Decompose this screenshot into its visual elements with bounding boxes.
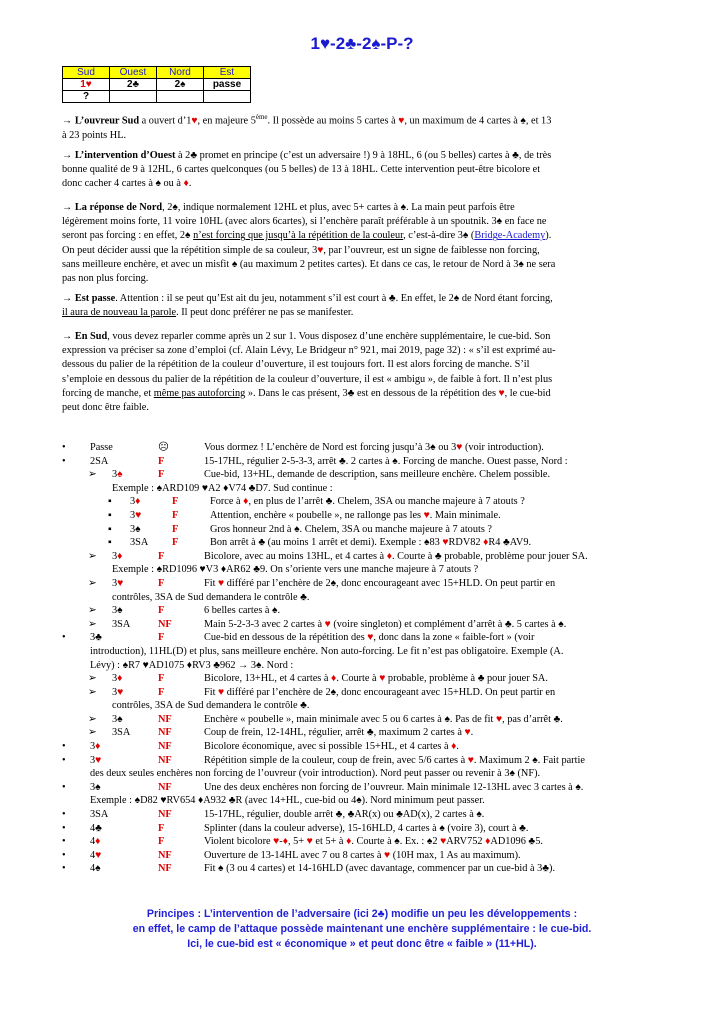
list-bullet: • — [62, 836, 66, 848]
header-est: Est — [204, 67, 251, 79]
forcing-tag: F — [158, 822, 165, 834]
bid-name — [112, 686, 123, 700]
heart-symbol: ♥ — [317, 244, 324, 256]
para-text: a ouvert d’1 — [139, 115, 192, 127]
para-lead: En Sud — [74, 331, 108, 342]
para-text: donc cacher 4 cartes à ♠ ou à — [62, 178, 184, 190]
forcing-tag: NF — [158, 741, 172, 753]
para-underline: n’est forcing que jusqu’à la répétition de la couleur — [193, 230, 404, 242]
para-text: , par l’ouvreur, est un signe de faiblesse non forcing, — [323, 244, 540, 256]
forcing-tag: F — [158, 673, 165, 685]
bid-description: 15-17HL, régulier 2-5-3-3, arrêt ♣. 2 cartes à ♠. Forcing de manche. Ouest passe, Nord : — [204, 455, 568, 467]
forcing-tag: NF — [158, 618, 172, 630]
bid-name — [112, 468, 123, 482]
bid-level: 4 — [90, 849, 96, 861]
para-sup: ème — [255, 113, 268, 121]
para-text: seront pas forcing : en effet, 2♠ — [62, 230, 194, 242]
bid-description: Coup de frein, 12-14HL, régulier, arrêt ♣, maximum 2 cartes à ♥. — [204, 727, 474, 739]
bid-level: 3 — [112, 686, 118, 698]
para-text: ). — [545, 230, 552, 242]
forcing-tag: NF — [158, 754, 172, 766]
bid-suit: ♥ — [117, 686, 124, 698]
bid-list-item — [60, 631, 670, 645]
forcing-tag: F — [158, 836, 165, 848]
forcing-tag: F — [158, 605, 165, 617]
bid-level: 3SA — [130, 537, 149, 549]
bid-suit: ♦ — [117, 673, 123, 685]
bid-name — [112, 618, 130, 632]
bid-suit: ♦ — [95, 836, 101, 848]
bid-description: Bicolore, avec au moins 13HL, et 4 cartes à ♦. Courte à ♣ probable, problème pour jouer SA. — [204, 550, 588, 562]
page-title: 1♥-2♣-2♠-P-? — [310, 34, 414, 53]
forcing-tag: F — [158, 550, 165, 562]
para-lead: L’intervention d’Ouest — [74, 150, 176, 161]
bid-name — [112, 604, 123, 618]
paragraph-est-passe: → Est passe. Attention : il se peut qu’Est ait du jeu, notamment s’il est court à ♣. En effet, le 2♠ de Nord étant forcing, il aura de nouveau la parole. Il peut donc préférer ne pas se manifester. — [62, 293, 553, 319]
forcing-tag: NF — [158, 727, 172, 739]
header-ouest: Ouest — [110, 67, 157, 79]
bid-level: 3♠ — [90, 781, 101, 793]
forcing-tag: NF — [158, 849, 172, 861]
bid-list-item — [60, 726, 670, 740]
auction-row — [63, 79, 251, 91]
forcing-tag: ☹ — [158, 442, 169, 453]
bid-description: Exemple : ♠D82 ♥RV654 ♦A932 ♣R (avec 14+HL, cue-bid ou 4♠). Nord minimum peut passer. — [90, 795, 485, 807]
para-text: à 23 points HL. — [62, 129, 127, 141]
bid-name — [112, 713, 123, 727]
bid-name — [130, 536, 148, 550]
bid-list-item — [60, 781, 670, 795]
bid-level: 3SA — [112, 618, 131, 630]
auction-cell: 2♠ — [157, 79, 204, 91]
para-text: forcing de manche, et — [62, 387, 154, 399]
auction-cell: 1♥ — [63, 79, 110, 91]
bid-level: 3♠ — [112, 713, 123, 725]
para-text: dessous du palier de la répétition de la couleur d’ouverture, il est toujours fort. Il est alors forcing de manche. S’il — [62, 359, 530, 371]
list-bullet: ➢ — [88, 550, 97, 562]
list-bullet: • — [62, 863, 66, 875]
para-text: . — [188, 178, 192, 190]
bid-level: 3 — [112, 577, 118, 589]
para-lead: Est passe — [74, 293, 116, 304]
bid-level: 4♣ — [90, 822, 102, 834]
bid-description: contrôles, 3SA de Sud demandera le contrôle ♣. — [112, 591, 310, 603]
bid-list-item — [60, 686, 670, 700]
para-text: On peut décider aussi que la répétition simple de sa couleur, 3 — [62, 244, 318, 256]
list-bullet: • — [62, 741, 66, 753]
bid-name — [90, 862, 101, 876]
bid-description: Bicolore, 13+HL, et 4 cartes à ♦. Courte à ♥ probable, problème à ♣ pour jouer SA. — [204, 673, 548, 685]
list-bullet: • — [62, 442, 66, 453]
list-bullet: • — [62, 754, 66, 766]
bid-name — [112, 577, 123, 591]
bid-name — [90, 455, 108, 469]
list-bullet: ▪ — [108, 509, 112, 521]
bid-name — [90, 441, 113, 455]
bid-list-item — [60, 754, 670, 768]
paragraph-reponse-nord: → La réponse de Nord, 2♠, indique normalement 12HL et plus, avec 5+ cartes à ♠. La main peut parfois être légèrement moins forte, 11 voire 10HL (avec alors 6cartes), si l’enchère paraît préférable à un spoutnik. 3♠ en face ne seront pas forcing : en effet, 2♠ n’est forcing que jusqu’à la répétition de la couleur, c’est-à-dire 3♠ (Bridge-Academy). On peut décider aussi que la répétition simple de sa couleur, 3♥, par l’ouvreur, est un signe de faiblesse non forcing, sans meilleure enchère, et avec un misfit ♠ (au maximum 2 petites cartes). Et dans ce cas, le retour de Nord à 3♠ ne sera pas non plus forcing. — [62, 201, 662, 286]
bid-list-item — [60, 862, 670, 876]
bid-list-item — [60, 509, 670, 523]
bid-level: 3 — [90, 754, 96, 766]
para-text: , en majeure 5 — [197, 115, 256, 127]
bid-suit: ♦ — [95, 741, 101, 753]
para-text: ». Dans le cas présent, 3♣ est en dessous de la répétition des — [245, 387, 499, 399]
bid-list-item — [60, 808, 670, 822]
bid-list-item — [60, 536, 670, 550]
bid-level: 3 — [130, 496, 136, 508]
list-bullet: ➢ — [88, 605, 97, 617]
para-text: légèrement moins forte, 11 voire 10HL (avec alors 6cartes), si l’enchère paraît préférable à un spoutnik. 3♠ en face ne — [62, 216, 547, 228]
para-text: expression va préciser sa zone d’emploi (cf. Alain Lévy, Le Bridgeur n° 921, mai 2019, page 32) : « s’il est exprimé au- — [62, 345, 556, 357]
forcing-tag: F — [158, 632, 165, 644]
forcing-tag: NF — [158, 713, 172, 725]
bid-level: 4♠ — [90, 863, 101, 875]
bid-name — [90, 808, 108, 822]
header-nord: Nord — [157, 67, 204, 79]
forcing-tag: F — [172, 496, 179, 508]
list-bullet: ➢ — [88, 618, 97, 630]
bid-list-item — [60, 618, 670, 632]
paragraph-intervention: → L’intervention d’Ouest à 2♣ promet en principe (c’est un adversaire !) 9 à 18HL, 6 (ou 5 belles) cartes à ♣, de très bonne qualité de 9 à 12HL, 6 cartes quelconques (ou 5 belles) de 13 à 18HL. Cette intervention peut-être bicolore et donc cacher 4 cartes à ♠ ou à ♦. — [62, 149, 662, 192]
bid-name — [90, 754, 101, 768]
para-text: , vous devez reparler comme après un 2 sur 1. Vous disposez d’une enchère supplémentaire, le cue-bid. Son — [107, 331, 551, 342]
bid-name — [90, 631, 102, 645]
bid-description: Exemple : ♠ARD109 ♥A2 ♦V74 ♣D7. Sud continue : — [112, 482, 333, 494]
para-text: , c’est-à-dire 3♠ ( — [403, 230, 475, 242]
header-sud: Sud — [63, 67, 110, 79]
para-underline: il aura de nouveau la parole — [62, 307, 177, 319]
bid-description: Gros honneur 2nd à ♠. Chelem, 3SA ou manche majeure à 7 atouts ? — [210, 523, 492, 535]
bid-description: Ouverture de 13-14HL avec 7 ou 8 cartes à ♥ (10H max, 1 As au maximum). — [204, 849, 521, 861]
bid-name — [90, 740, 100, 754]
heart-symbol: ♥ — [398, 115, 405, 127]
bid-list-item — [60, 482, 670, 496]
bid-level: 3 — [130, 509, 136, 521]
list-bullet: • — [62, 455, 66, 467]
auction-cell — [204, 91, 251, 103]
para-text: , le cue-bid — [504, 387, 551, 399]
forcing-tag: NF — [158, 809, 172, 821]
auction-table — [62, 66, 251, 103]
bid-name — [90, 822, 102, 836]
bid-description: Bon arrêt à ♣ (au moins 1 arrêt et demi). Exemple : ♠83 ♥RDV82 ♦R4 ♣AV9. — [210, 537, 532, 549]
bid-list-item — [60, 849, 670, 863]
para-lead: La réponse de Nord — [74, 202, 163, 213]
principes-line: Ici, le cue-bid est « économique » et peut donc être « faible » (11+HL). — [187, 938, 537, 950]
forcing-tag: F — [158, 455, 165, 467]
bid-name — [130, 509, 141, 523]
bid-description: 15-17HL, régulier, double arrêt ♣, ♣AR(x) ou ♣AD(x), 2 cartes à ♠. — [204, 809, 485, 821]
bid-description: Une des deux enchères non forcing de l’ouvreur. Main minimale 12-13HL avec 3 cartes à ♠. — [204, 781, 584, 793]
bid-description: Vous dormez ! L’enchère de Nord est forcing jusqu’à 3♠ ou 3♥ (voir introduction). — [204, 442, 544, 453]
para-text: bonne qualité de 9 à 12HL, 6 cartes quelconques (ou 5 belles) de 13 à 18HL. Cette intervention peut-être bicolore et — [62, 164, 541, 176]
bid-level: 3♣ — [90, 632, 102, 644]
bid-description: 6 belles cartes à ♠. — [204, 605, 281, 617]
list-bullet: ➢ — [88, 727, 97, 739]
principes-line: en effet, le camp de l’attaque possède maintenant une enchère supplémentaire : le cue-bid. — [132, 923, 592, 935]
bid-name — [90, 781, 101, 795]
para-text: , 2♠, indique normalement 12HL et plus, avec 5+ cartes à ♠. La main peut parfois être — [162, 202, 515, 213]
bid-list-item — [60, 767, 670, 781]
bid-level: Passe — [90, 442, 113, 453]
bid-list-item — [60, 794, 670, 808]
heart-symbol: ♥ — [498, 387, 505, 399]
bid-description: Lévy) : ♠R7 ♥AD1075 ♦RV3 ♣962 → 3♠. Nord : — [90, 659, 294, 671]
forcing-tag: F — [158, 577, 165, 589]
auction-cell: ? — [63, 91, 110, 103]
para-text: à 2♣ promet en principe (c’est un adversaire !) 9 à 18HL, 6 (ou 5 belles) cartes à ♣, de très — [175, 150, 552, 161]
para-underline: même pas autoforcing — [153, 387, 246, 399]
bid-name — [112, 550, 122, 564]
bid-description: Main 5-2-3-3 avec 2 cartes à ♥ (voire singleton) et complément d’arrêt à ♣. 5 cartes à ♠. — [204, 618, 567, 630]
diamond-symbol: ♦ — [183, 178, 189, 190]
auction-cell: 2♣ — [110, 79, 157, 91]
bid-level: 3 — [112, 550, 118, 562]
para-text: sans meilleure enchère, et avec un misfit ♠ (au maximum 2 petites cartes). Et dans ce cas, le retour de Nord à 3♠ ne sera — [62, 258, 556, 270]
para-text: . Il possède au moins 5 cartes à — [267, 115, 399, 127]
auction-cell — [157, 91, 204, 103]
forcing-tag: F — [172, 523, 179, 535]
bridge-academy-link[interactable]: Bridge-Academy — [474, 230, 546, 242]
list-bullet: • — [62, 822, 66, 834]
bid-description: Répétition simple de la couleur, coup de frein, avec 5/6 cartes à ♥. Maximum 2 ♠. Fait partie — [204, 754, 585, 766]
auction-cell: passe — [204, 79, 251, 91]
list-bullet: ➢ — [88, 686, 97, 698]
bid-description: Fit ♥ différé par l’enchère de 2♠, donc encourageant avec 15+HLD. On peut partir en — [204, 686, 556, 698]
bid-suit: ♦ — [135, 496, 141, 508]
para-text: . Attention : il se peut qu’Est ait du jeu, notamment s’il est court à ♣. En effet, le 2♠ de Nord étant forcing, — [115, 293, 553, 304]
bid-name — [112, 672, 122, 686]
heart-symbol: ♥ — [191, 115, 198, 127]
forcing-tag: F — [172, 509, 179, 521]
bid-level: 3♠ — [130, 523, 141, 535]
forcing-tag: F — [172, 537, 179, 549]
bid-list-item — [60, 740, 670, 754]
list-bullet: ➢ — [88, 713, 97, 725]
bid-description: Force à ♦, en plus de l’arrêt ♣. Chelem, 3SA ou manche majeure à 7 atouts ? — [210, 496, 525, 508]
bid-list-item — [60, 645, 670, 659]
auction-row — [63, 91, 251, 103]
bid-level: 3 — [90, 741, 96, 753]
bid-list-item — [60, 835, 670, 849]
bid-description: contrôles, 3SA de Sud demandera le contrôle ♣. — [112, 700, 310, 712]
bid-level: 3SA — [112, 727, 131, 739]
para-text: , un maximum de 4 cartes à ♠, et 13 — [404, 115, 552, 127]
bid-description: introduction), 11HL(D) et plus, sans meilleure enchère. Non auto-forcing. Le fit n’est pas obligatoire. Exemple (A. — [90, 645, 564, 657]
para-lead: L’ouvreur Sud — [74, 115, 140, 127]
list-bullet: ➢ — [88, 577, 97, 589]
bid-level: 2SA — [90, 455, 109, 467]
bid-description: Cue-bid en dessous de la répétition des ♥, donc dans la zone « faible-fort » (voir — [204, 632, 535, 644]
bid-list-item — [60, 577, 670, 591]
bid-list-item — [60, 699, 670, 713]
list-bullet: ▪ — [108, 537, 112, 549]
bid-suit: ♥ — [117, 577, 124, 589]
list-bullet: ▪ — [108, 523, 112, 535]
bid-description: Exemple : ♠RD1096 ♥V3 ♦AR62 ♣9. On s’oriente vers une manche majeure à 7 atouts ? — [112, 564, 479, 576]
bid-description: Cue-bid, 13+HL, demande de description, sans meilleure enchère. Chelem possible. — [204, 469, 551, 481]
bid-list-item — [60, 468, 670, 482]
bid-description: des deux seules enchères non forcing de l’ouvreur (voir introduction). Nord peut passer ou revenir à 3♠ (NF). — [90, 768, 541, 780]
forcing-tag: NF — [158, 781, 172, 793]
bid-description: Fit ♠ (3 ou 4 cartes) et 14-16HLD (avec davantage, commencer par un cue-bid à 3♣). — [204, 863, 556, 875]
bid-list — [60, 441, 670, 876]
bid-suit: ♥ — [95, 754, 102, 766]
bid-level: 3SA — [90, 809, 109, 821]
bid-list-item — [60, 659, 670, 673]
para-text: . Il peut donc préférer ne pas se manifester. — [176, 307, 354, 319]
forcing-tag: F — [158, 686, 165, 698]
auction-cell — [110, 91, 157, 103]
paragraph-en-sud: → En Sud, vous devez reparler comme après un 2 sur 1. Vous disposez d’une enchère supplémentaire, le cue-bid. Son expression va préciser sa zone d’emploi (cf. Alain Lévy, Le Bridgeur n° 921, mai 2019, page 32) : « s’il est exprimé au- dessous du palier de la répétition de la couleur d’ouverture, il est toujours fort. Il est alors forcing de manche. S’il s’emploie en dessous du palier de la répétition de la couleur d’ouverture, il est « ambigu », de faible à fort. Il n’est plus forcing de manche, et même pas autoforcing ». Dans le cas présent, 3♣ est en dessous de la répétition des ♥, le cue-bid peut donc être faible. — [62, 330, 662, 415]
bid-list-item — [60, 455, 670, 469]
bid-suit: ♥ — [135, 509, 142, 521]
bid-list-item — [60, 563, 670, 577]
bid-level: 3 — [112, 673, 118, 685]
list-bullet: • — [62, 849, 66, 861]
bid-description: Splinter (dans la couleur adverse), 15-16HLD, 4 cartes à ♠ (voire 3), court à ♣. — [204, 822, 529, 834]
list-bullet: ▪ — [108, 496, 112, 508]
bid-description: Attention, enchère « poubelle », ne rallonge pas les ♥. Main minimale. — [210, 509, 501, 521]
bid-description: Bicolore économique, avec si possible 15+HL, et 4 cartes à ♦. — [204, 741, 459, 753]
bid-list-item — [60, 822, 670, 836]
bid-name — [90, 849, 101, 863]
forcing-tag: F — [158, 469, 165, 481]
bid-list-item — [60, 523, 670, 537]
bid-name — [90, 835, 100, 849]
bid-level: 4 — [90, 836, 96, 848]
para-text: pas non plus forcing. — [62, 273, 149, 285]
bid-list-item — [60, 713, 670, 727]
bid-suit: ♠ — [117, 469, 123, 481]
bid-level: 3♠ — [112, 605, 123, 617]
list-bullet: ➢ — [88, 673, 97, 685]
bid-list-item — [60, 604, 670, 618]
bid-list-item — [60, 672, 670, 686]
principes-line: Principes : L’intervention de l’adversaire (ici 2♣) modifie un peu les développements : — [146, 908, 578, 920]
list-bullet: • — [62, 632, 66, 644]
bid-list-item — [60, 550, 670, 564]
paragraph-ouvreur: → L’ouvreur Sud a ouvert d’1♥, en majeure 5ème. Il possède au moins 5 cartes à ♥, un maximum de 4 cartes à ♠, et 13 à 23 points HL. — [62, 110, 662, 143]
para-text: peut donc être faible. — [62, 402, 149, 414]
bid-suit: ♥ — [95, 849, 102, 861]
bid-description: Enchère « poubelle », main minimale avec 5 ou 6 cartes à ♠. Pas de fit ♥, pas d’arrêt ♣. — [204, 713, 563, 725]
bid-list-item — [60, 441, 670, 455]
bid-level: 3 — [112, 469, 118, 481]
bid-name — [112, 726, 130, 740]
bid-description: Fit ♥ différé par l’enchère de 2♠, donc encourageant avec 15+HLD. On peut partir en — [204, 577, 556, 589]
forcing-tag: NF — [158, 863, 172, 875]
bid-list-item — [60, 591, 670, 605]
list-bullet: ➢ — [88, 469, 97, 481]
list-bullet: • — [62, 781, 66, 793]
list-bullet: • — [62, 809, 66, 821]
bid-description: Violent bicolore ♥-♦, 5+ ♥ et 5+ à ♦. Courte à ♠. Ex. : ♠2 ♥ARV752 ♦AD1096 ♣5. — [204, 836, 543, 848]
bid-name — [130, 495, 140, 509]
para-text: s’emploie en dessous du palier de la répétition de la couleur d’ouverture, il est « ambigu », de faible à fort. Il n’est plus — [62, 373, 553, 385]
bid-name — [130, 523, 141, 537]
bid-list-item — [60, 495, 670, 509]
auction-header-row — [63, 67, 251, 79]
bid-suit: ♦ — [117, 550, 123, 562]
principes-box — [62, 907, 662, 952]
